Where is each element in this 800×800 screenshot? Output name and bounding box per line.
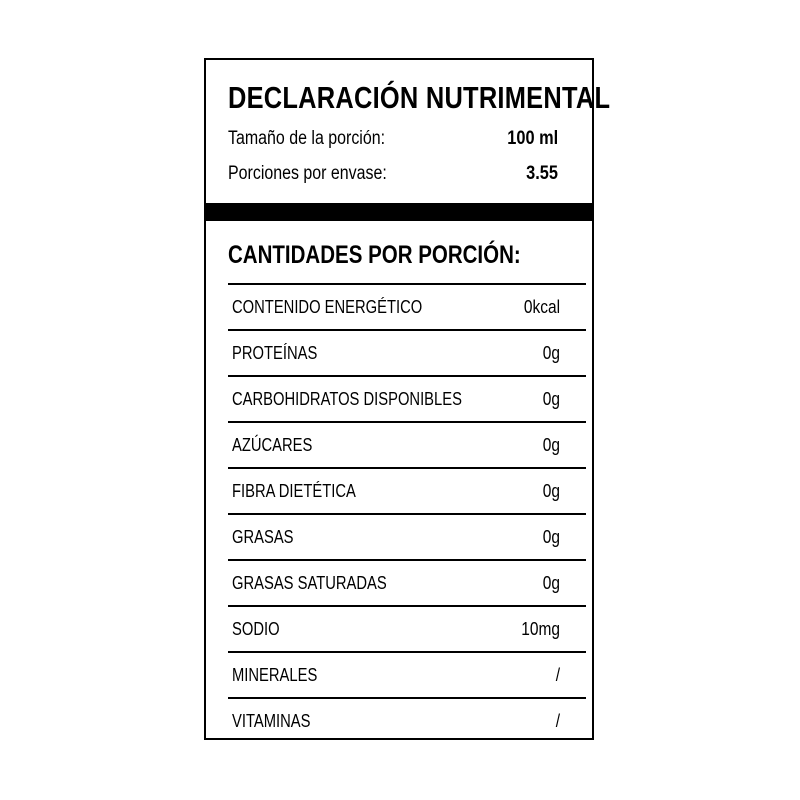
serving-size-row bbox=[228, 124, 558, 154]
nutrient-name: PROTEÍNAS bbox=[232, 343, 318, 363]
nutrient-value: 0g bbox=[542, 435, 560, 455]
nutrient-row bbox=[228, 283, 586, 329]
nutrient-name: CARBOHIDRATOS DISPONIBLES bbox=[232, 389, 462, 409]
nutrient-value: 0g bbox=[542, 389, 560, 409]
nutrient-value: 10mg bbox=[521, 619, 560, 639]
amounts-heading: CANTIDADES POR PORCIÓN: bbox=[228, 241, 521, 269]
nutrient-name: AZÚCARES bbox=[232, 435, 313, 455]
nutrient-name: FIBRA DIETÉTICA bbox=[232, 481, 356, 501]
nutrient-value: 0g bbox=[542, 481, 560, 501]
nutrient-name: GRASAS SATURADAS bbox=[232, 573, 387, 593]
nutrient-name: CONTENIDO ENERGÉTICO bbox=[232, 297, 423, 317]
nutrient-value: / bbox=[555, 665, 560, 685]
nutrient-name: GRASAS bbox=[232, 527, 294, 547]
nutrient-value: 0kcal bbox=[523, 297, 560, 317]
nutrient-row bbox=[228, 605, 586, 651]
servings-per-container-label: Porciones por envase: bbox=[228, 163, 387, 184]
nutrient-name: SODIO bbox=[232, 619, 280, 639]
nutrient-row bbox=[228, 559, 586, 605]
nutrient-name: MINERALES bbox=[232, 665, 318, 685]
section-divider bbox=[206, 203, 592, 221]
nutrient-value: 0g bbox=[542, 573, 560, 593]
serving-size-label: Tamaño de la porción: bbox=[228, 128, 386, 149]
serving-size-value: 100 ml bbox=[507, 128, 558, 149]
nutrient-row bbox=[228, 513, 586, 559]
nutrient-row bbox=[228, 467, 586, 513]
nutrient-row bbox=[228, 651, 586, 697]
nutrient-table bbox=[228, 283, 586, 743]
nutrient-row bbox=[228, 329, 586, 375]
nutrient-value: / bbox=[555, 711, 560, 731]
nutrient-value: 0g bbox=[542, 527, 560, 547]
servings-per-container-value: 3.55 bbox=[526, 163, 558, 184]
nutrition-label bbox=[204, 58, 611, 740]
label-title: DECLARACIÓN NUTRIMENTAL bbox=[228, 80, 611, 115]
nutrient-name: VITAMINAS bbox=[232, 711, 311, 731]
nutrient-value: 0g bbox=[542, 343, 560, 363]
nutrient-row bbox=[228, 421, 586, 467]
nutrient-row bbox=[228, 375, 586, 421]
servings-per-container-row bbox=[228, 159, 558, 189]
nutrient-row bbox=[228, 697, 586, 743]
